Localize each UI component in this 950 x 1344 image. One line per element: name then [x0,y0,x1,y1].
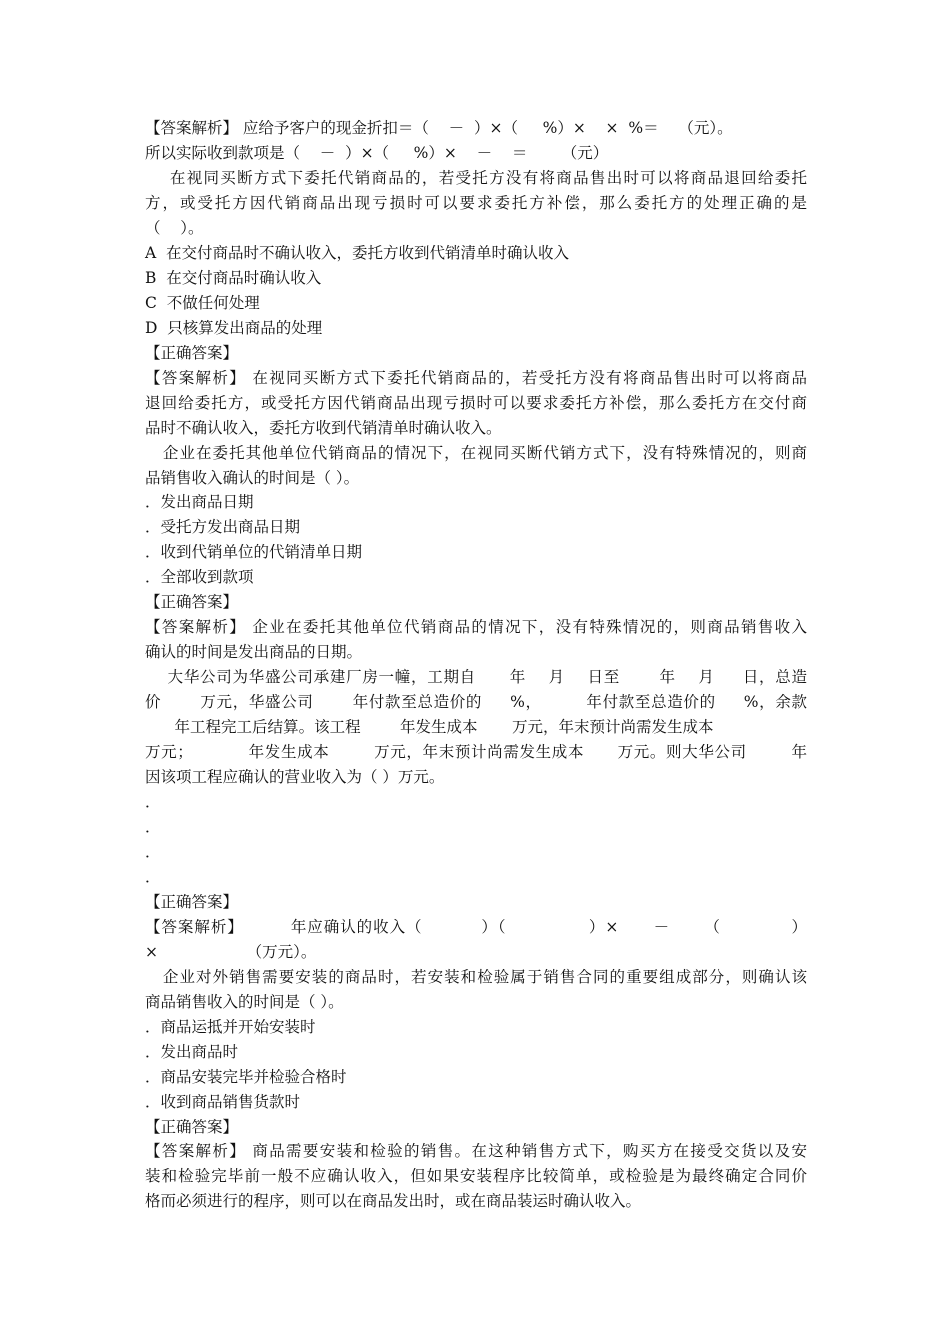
answer-analysis-line1: 【答案解析】 商品需要安装和检验的销售。在这种销售方式下，购买方在接受交货以及安 [145,1142,807,1160]
correct-answer-label: 【正确答案】 [145,344,239,362]
question-construction-line2: 价 万元，华盛公司 年付款至总造价的 %， 年付款至总造价的 %，余款 [145,693,807,711]
question-installation-line1: 企业对外销售需要安装的商品时，若安装和检验属于销售合同的重要组成部分，则确认该 [145,968,807,986]
question-buyout-line2: 品销售收入确认的时间是（ ）。 [145,469,360,487]
option-a: A 在交付商品时不确认收入，委托方收到代销清单时确认收入 [145,244,570,262]
option-item: ．商品运抵并开始安装时 [145,1018,316,1036]
option-d: D 只核算发出商品的处理 [145,319,323,337]
question-construction-line4: 万元； 年发生成本 万元，年末预计尚需发生成本 万元。则大华公司 年 [145,743,807,761]
answer-analysis-line2: 装和检验完毕前一般不应确认收入，但如果安装程序比较简单，或检验是为最终确定合同价 [145,1167,807,1185]
option-item: ．收到代销单位的代销清单日期 [145,543,363,561]
option-item: ．发出商品时 [145,1043,239,1061]
option-item: ．全部收到款项 [145,568,254,586]
answer-analysis-line3: 格而必须进行的程序，则可以在商品发出时，或在商品装运时确认收入。 [145,1192,642,1210]
correct-answer-label: 【正确答案】 [145,893,239,911]
option-item: ．受托方发出商品日期 [145,518,301,536]
option-item: ．商品安装完毕并检验合格时 [145,1068,347,1086]
option-item: ． [145,868,161,886]
answer-analysis-line2: 确认的时间是发出商品的日期。 [145,643,363,661]
answer-analysis-line3: 品时不确认收入，委托方收到代销清单时确认收入。 [145,419,502,437]
question-construction-line1: 大华公司为华盛公司承建厂房一幢，工期自 年 月 日至 年 月 日，总造 [145,668,807,686]
question-installation-line2: 商品销售收入的时间是（ ）。 [145,993,344,1011]
answer-analysis-line1: 【答案解析】 企业在委托其他单位代销商品的情况下，没有特殊情况的，则商品销售收入 [145,618,807,636]
question-construction-line5: 因该项工程应确认的营业收入为（ ）万元。 [145,768,445,786]
correct-answer-label: 【正确答案】 [145,593,239,611]
option-item: ． [145,843,161,861]
option-c: C 不做任何处理 [145,294,260,312]
answer-analysis-line2: × （万元）。 [145,943,317,961]
answer-analysis-line1: 【答案解析】 在视同买断方式下委托代销商品的，若受托方没有将商品售出时可以将商品 [145,369,807,387]
option-item: ．发出商品日期 [145,493,254,511]
option-item: ． [145,818,161,836]
answer-analysis-cash-discount: 【答案解析】 应给予客户的现金折扣＝（ － ）×（ %）× × %＝ （元）。 [145,119,733,137]
option-item: ．收到商品销售货款时 [145,1093,301,1111]
correct-answer-label: 【正确答案】 [145,1118,239,1136]
option-item: ． [145,793,161,811]
actual-received-amount: 所以实际收到款项是（ － ）×（ %）× － ＝ （元） [145,144,609,162]
question-consignment-line3: （ ）。 [145,219,204,237]
answer-analysis-line1: 【答案解析】 年应确认的收入（ ）（ ）× － （ ） [145,918,807,936]
question-buyout-line1: 企业在委托其他单位代销商品的情况下，在视同买断代销方式下，没有特殊情况的，则商 [145,444,807,462]
question-consignment-line1: 在视同买断方式下委托代销商品的，若受托方没有将商品售出时可以将商品退回给委托 [145,169,807,187]
question-construction-line3: 年工程完工后结算。该工程 年发生成本 万元，年末预计尚需发生成本 [145,718,714,736]
question-consignment-line2: 方，或受托方因代销商品出现亏损时可以要求委托方补偿，那么委托方的处理正确的是 [145,194,807,212]
answer-analysis-line2: 退回给委托方，或受托方因代销商品出现亏损时可以要求委托方补偿，那么委托方在交付商 [145,394,807,412]
option-b: B 在交付商品时确认收入 [145,269,322,287]
